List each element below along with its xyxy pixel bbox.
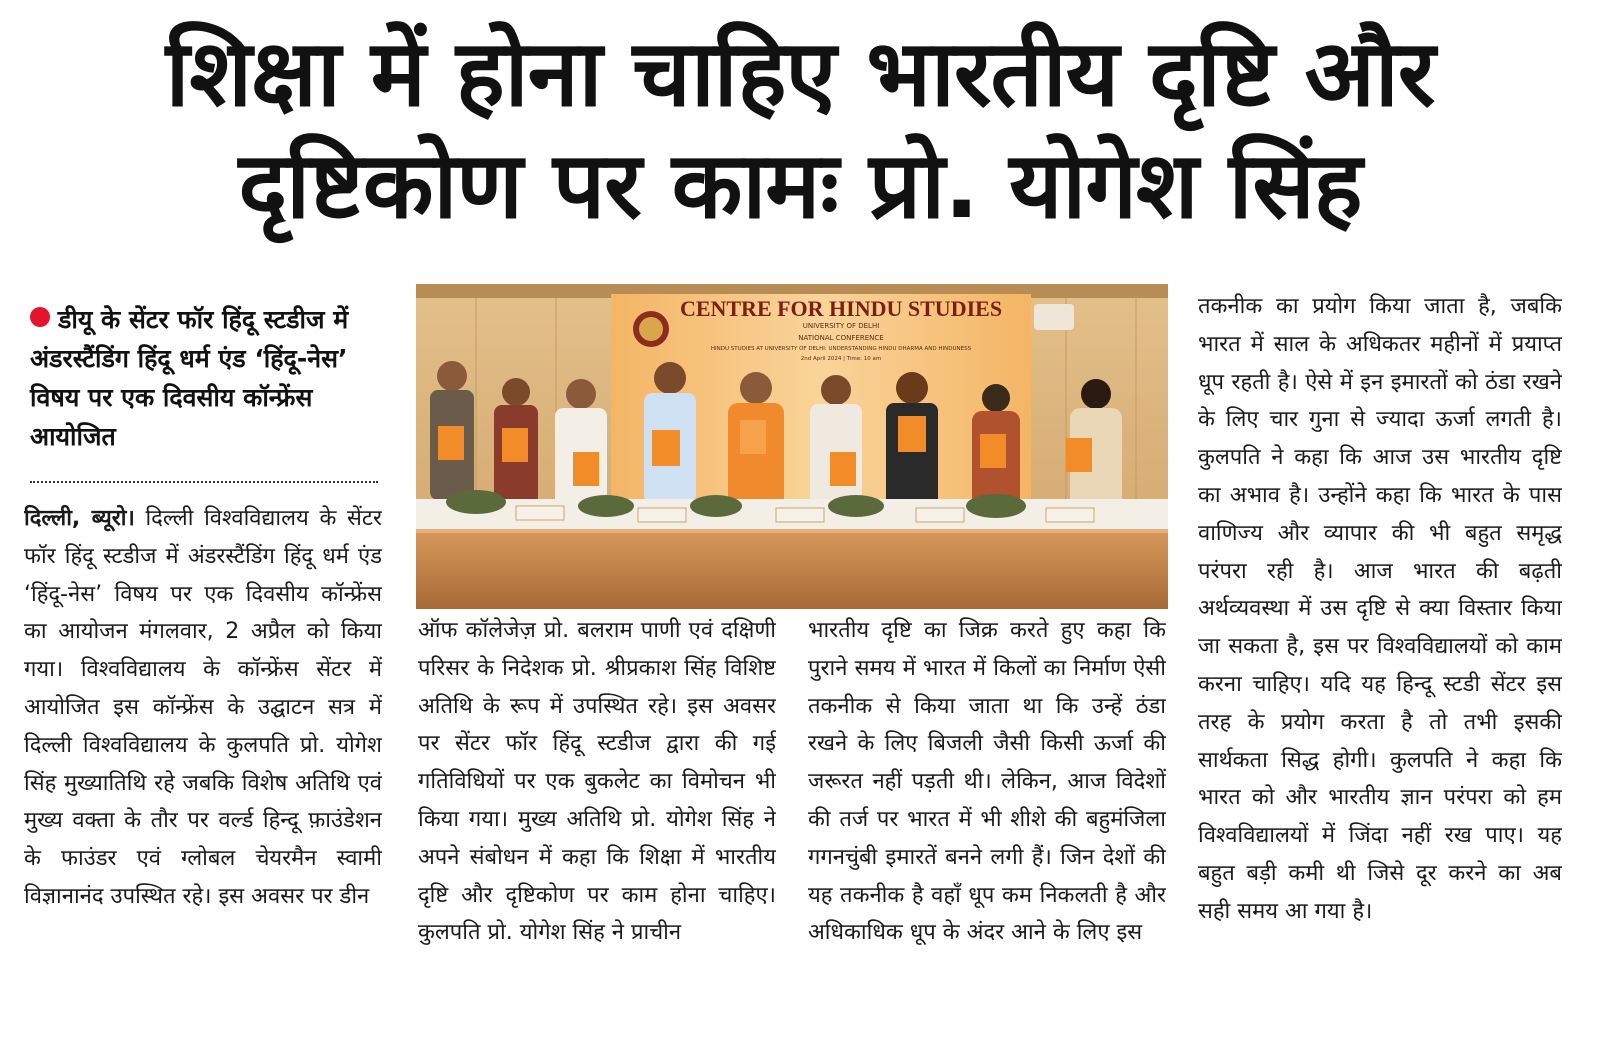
subheadline-deck <box>30 300 390 456</box>
deck-text: डीयू के सेंटर फॉर हिंदू स्टडीज में अंडरस्टैंडिंग हिंदू धर्म एंड ‘हिंदू-नेस’ विषय पर एक दिवसीय कॉन्फ्रेंस आयोजित <box>30 305 349 451</box>
article-column-4: तकनीक का प्रयोग किया जाता है, जबकि भारत में साल के अधिकतर महीनों में प्रयाप्त धूप रहती है। ऐसे में इन इमारतों को ठंडा रखने के लिए चार गुना से ज्यादा ऊर्जा लगती है। कुलपति ने कहा कि आज उस भारतीय दृष्टि का अभाव है। उन्होंने कहा कि भारत के पास वाणिज्य और व्यापार की भी बहुत समृद्ध परंपरा रही है। आज भारत की बढ़ती अर्थव्यवस्था में उस दृष्टि से क्या विस्तार किया जा सकता है, इस पर विश्वविद्यालयों को काम करना चाहिए। यदि यह हिन्दू स्टडी सेंटर इस तरह के प्रयोग करता है तो तभी इसकी सार्थकता सिद्ध होगी। कुलपति ने कहा कि भारत को और भारतीय ज्ञान परंपरा को हम विश्वविद्यालयों में जिंदा नहीं रख पाए। यह बहुत बड़ी कमी थी जिसे दूर करने का अब सही समय आ गया है। <box>1198 294 1562 924</box>
stage-table <box>416 529 1168 609</box>
dateline: दिल्ली, ब्यूरो। <box>24 506 135 531</box>
red-bullet-icon <box>30 307 50 327</box>
article-column-3: भारतीय दृष्टि का जिक्र करते हुए कहा कि पुराने समय में भारत में किलों का निर्माण ऐसी तकनीक से किया जाता था कि उन्हें ठंडा रखने के लिए बिजली जैसी किसी ऊर्जा की जरूरत नहीं पड़ती थी। लेकिन, आज विदेशों की तर्ज पर भारत में भी शीशे की बहुमंजिला गगनचुंबी इमारतें बनने लगी हैं। जिन देशों की यह तकनीक है वहाँ धूप कम निकलती है और अधिकाधिक धूप के अंदर आने के लिए इस <box>808 618 1166 946</box>
headline <box>20 18 1580 242</box>
svg-text:2nd April 2024 | Time: 10 am: 2nd April 2024 | Time: 10 am <box>800 356 882 362</box>
event-photo <box>416 284 1168 609</box>
headline-line-2: दृष्टिकोण पर कामः प्रो. योगेश सिंह <box>238 132 1362 239</box>
banner-title: CENTRE FOR HINDU STUDIES <box>679 296 1003 321</box>
headline-line-1: शिक्षा में होना चाहिए भारतीय दृष्टि और <box>165 20 1435 127</box>
svg-text:HINDU STUDIES AT UNIVERSITY OF: HINDU STUDIES AT UNIVERSITY OF DELHI: UNDERSTANDING HINDU DHARMA AND HINDUNESS <box>710 346 972 352</box>
event-photo-image <box>416 284 1168 609</box>
article-column-1 <box>24 500 382 1038</box>
column-1-text: दिल्ली विश्वविद्यालय के सेंटर फॉर हिंदू स्टडीज में अंडरस्टैंडिंग हिंदू धर्म एंड ‘हिंदू-नेस’ विषय पर एक दिवसीय कॉन्फ्रेंस का आयोजन मंगलवार, 2 अप्रैल को किया गया। विश्वविद्यालय के कॉन्फ्रेंस सेंटर में आयोजित इस कॉन्फ्रेंस के उद्घाटन सत्र में दिल्ली विश्वविद्यालय के कुलपति प्रो. योगेश सिंह मुख्यातिथि रहे जबकि विशेष अतिथि एवं मुख्य वक्ता के तौर पर वर्ल्ड हिन्दू फ़ाउंडेशन के फाउंडर एवं ग्लोबल चेयरमैन स्वामी विज्ञानानंद उपस्थित रहे। इस अवसर पर डीन <box>24 506 382 909</box>
article-column-2: ऑफ कॉलेजेज़ प्रो. बलराम पाणी एवं दक्षिणी परिसर के निदेशक प्रो. श्रीप्रकाश सिंह विशिष्ट अतिथि के रूप में उपस्थित रहे। इस अवसर पर सेंटर फॉर हिंदू स्टडीज द्वारा की गई गतिविधियों पर एक बुकलेट का विमोचन भी किया गया। मुख्य अतिथि प्रो. योगेश सिंह ने अपने संबोधन में कहा कि शिक्षा में भारतीय दृष्टि और दृष्टिकोण पर काम होना चाहिए। कुलपति प्रो. योगेश सिंह ने प्राचीन <box>418 618 776 946</box>
svg-text:NATIONAL CONFERENCE: NATIONAL CONFERENCE <box>798 334 884 342</box>
deck-divider <box>30 481 378 483</box>
svg-text:UNIVERSITY OF DELHI: UNIVERSITY OF DELHI <box>802 322 880 330</box>
